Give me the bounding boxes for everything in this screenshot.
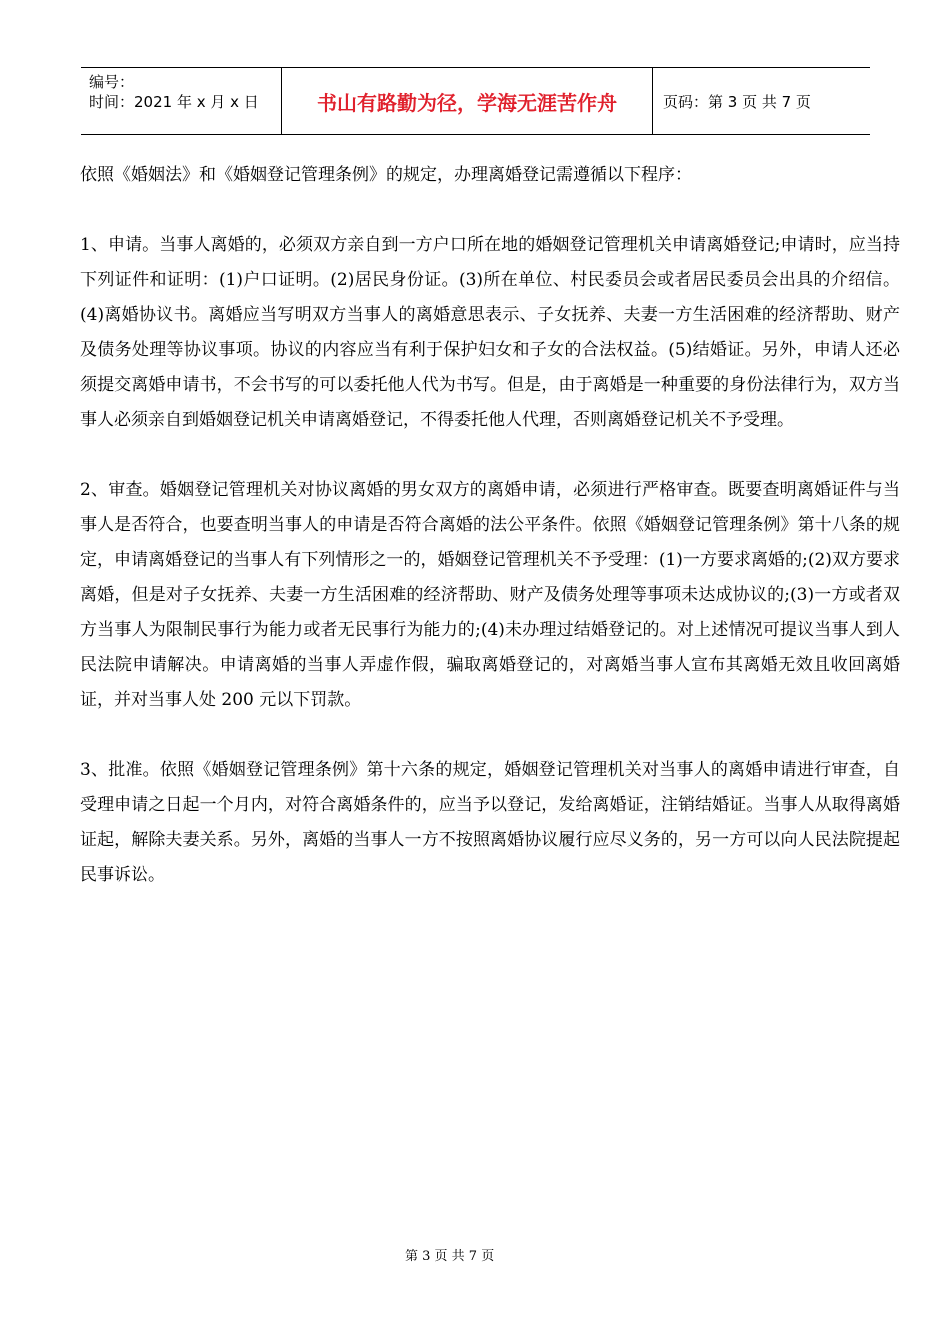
paragraph-review: 2、审查。婚姻登记管理机关对协议离婚的男女双方的离婚申请，必须进行严格审查。既要查明离婚证件与当事人是否符合，也要查明当事人的申请是否符合离婚的法公平条件。依照《婚姻登记管理条例》第十八条的规定，申请离婚登记的当事人有下列情形之一的，婚姻登记管理机关不予受理：(1)一方要求离婚的;(2)双方要求离婚，但是对子女抚养、夫妻一方生活困难的经济帮助、财产及债务处理等事项未达成协议的;(3)一方或者双方当事人为限制民事行为能力或者无民事行为能力的;(4)未办理过结婚登记的。对上述情况可提议当事人到人民法院申请解决。申请离婚的当事人弄虚作假，骗取离婚登记的，对离婚当事人宣布其离婚无效且收回离婚证，并对当事人处 200 元以下罚款。 <box>80 480 900 710</box>
document-date: 时间：2021 年 x 月 x 日 <box>89 93 259 111</box>
document-number: 编号： <box>89 73 135 91</box>
header-motto: 书山有路勤为径，学海无涯苦作舟 <box>281 68 653 134</box>
paragraph-approval: 3、批准。依照《婚姻登记管理条例》第十六条的规定，婚姻登记管理机关对当事人的离婚申请进行审查，自受理申请之日起一个月内，对符合离婚条件的，应当予以登记，发给离婚证，注销结婚证。当事人从取得离婚证起，解除夫妻关系。另外，离婚的当事人一方不按照离婚协议履行应尽义务的，另一方可以向人民法院提起民事诉讼。 <box>80 760 900 885</box>
intro-paragraph: 依照《婚姻法》和《婚姻登记管理条例》的规定，办理离婚登记需遵循以下程序： <box>80 165 692 185</box>
header-meta <box>81 68 281 134</box>
document-body <box>80 158 900 928</box>
page-footer: 第 3 页 共 7 页 <box>405 1249 495 1264</box>
header-page-info: 页码：第 3 页 共 7 页 <box>663 92 811 111</box>
paragraph-application: 1、申请。当事人离婚的，必须双方亲自到一方户口所在地的婚姻登记管理机关申请离婚登记;申请时，应当持下列证件和证明：(1)户口证明。(2)居民身份证。(3)所在单位、村民委员会或者居民委员会出具的介绍信。(4)离婚协议书。离婚应当写明双方当事人的离婚意思表示、子女抚养、夫妻一方生活困难的经济帮助、财产及债务处理等协议事项。协议的内容应当有利于保护妇女和子女的合法权益。(5)结婚证。另外，申请人还必须提交离婚申请书，不会书写的可以委托他人代为书写。但是，由于离婚是一种重要的身份法律行为，双方当事人必须亲自到婚姻登记机关申请离婚登记，不得委托他人代理，否则离婚登记机关不予受理。 <box>80 235 900 430</box>
page-header <box>81 67 870 135</box>
